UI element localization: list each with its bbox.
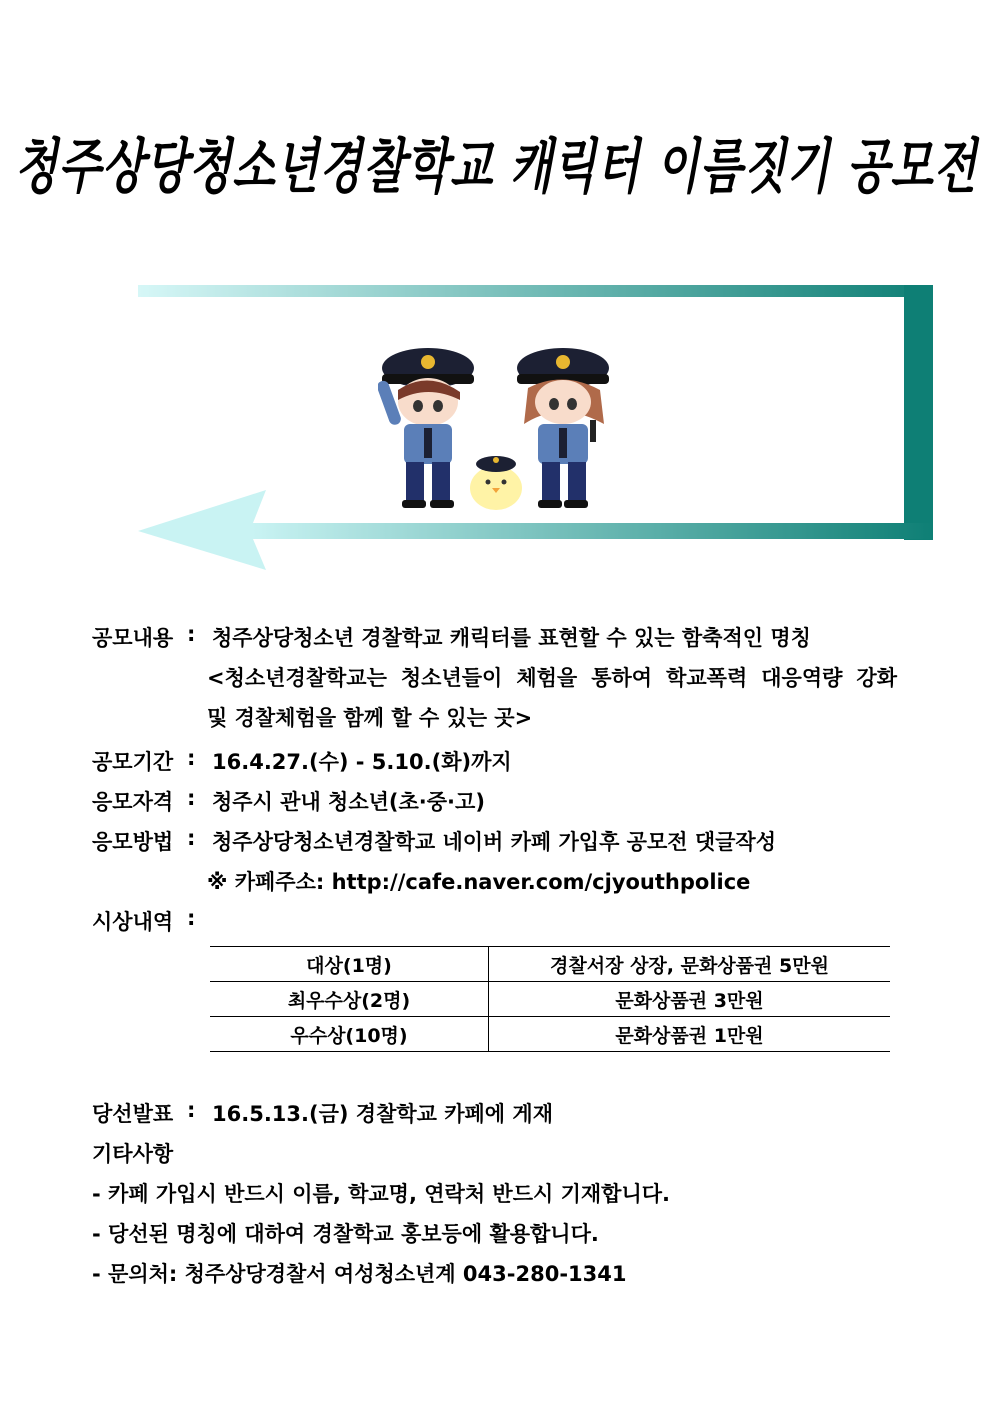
police-mascot-illustration [378, 340, 618, 515]
period-label: 공모기간 [92, 750, 174, 774]
content-note-line-1: <청소년경찰학교는 청소년들이 체험을 통하여 학교폭력 대응역량 강화 [207, 666, 897, 690]
colon: : [187, 826, 196, 850]
colon: : [187, 622, 196, 646]
content-note-line-2: 및 경찰체험을 함께 할 수 있는 곳> [207, 706, 533, 730]
award-rank: 최우수상(2명) [210, 982, 489, 1017]
eligibility-value: 청주시 관내 청소년(초·중·고) [212, 790, 485, 814]
table-row [210, 982, 890, 1017]
etc-item: - 카페 가입시 반드시 이름, 학교명, 연락처 반드시 기재합니다. [92, 1182, 670, 1206]
method-value: 청주상당청소년경찰학교 네이버 카페 가입후 공모전 댓글작성 [212, 830, 776, 854]
chick-mascot-icon [470, 456, 522, 510]
etc-label: 기타사항 [92, 1142, 174, 1166]
colon: : [187, 906, 196, 930]
colon: : [187, 1098, 196, 1122]
girl-mascot-icon [517, 348, 609, 508]
table-row [210, 1017, 890, 1052]
award-prize: 경찰서장 상장, 문화상품권 5만원 [489, 947, 891, 982]
boy-mascot-icon [378, 348, 474, 508]
contact-info: - 문의처: 청주상당경찰서 여성청소년계 043-280-1341 [92, 1262, 627, 1286]
eligibility-label: 응모자격 [92, 790, 174, 814]
award-prize: 문화상품권 3만원 [489, 982, 891, 1017]
method-label: 응모방법 [92, 830, 174, 854]
etc-item: - 당선된 명칭에 대하여 경찰학교 홍보등에 활용합니다. [92, 1222, 599, 1246]
award-rank: 대상(1명) [210, 947, 489, 982]
awards-table [210, 946, 890, 1052]
colon: : [187, 746, 196, 770]
colon: : [187, 786, 196, 810]
page-title: 청주상당청소년경찰학교 캐릭터 이름짓기 공모전 [14, 132, 978, 202]
announce-value: 16.5.13.(금) 경찰학교 카페에 게재 [212, 1102, 553, 1126]
table-row [210, 947, 890, 982]
announce-label: 당선발표 [92, 1102, 174, 1126]
period-value: 16.4.27.(수) - 5.10.(화)까지 [212, 750, 512, 774]
awards-label: 시상내역 [92, 910, 174, 934]
award-prize: 문화상품권 1만원 [489, 1017, 891, 1052]
content-label: 공모내용 [92, 626, 174, 650]
award-rank: 우수상(10명) [210, 1017, 489, 1052]
content-value: 청주상당청소년 경찰학교 캐릭터를 표현할 수 있는 함축적인 명칭 [212, 626, 811, 650]
cafe-address: ※ 카페주소: http://cafe.naver.com/cjyouthpolice [207, 870, 751, 894]
